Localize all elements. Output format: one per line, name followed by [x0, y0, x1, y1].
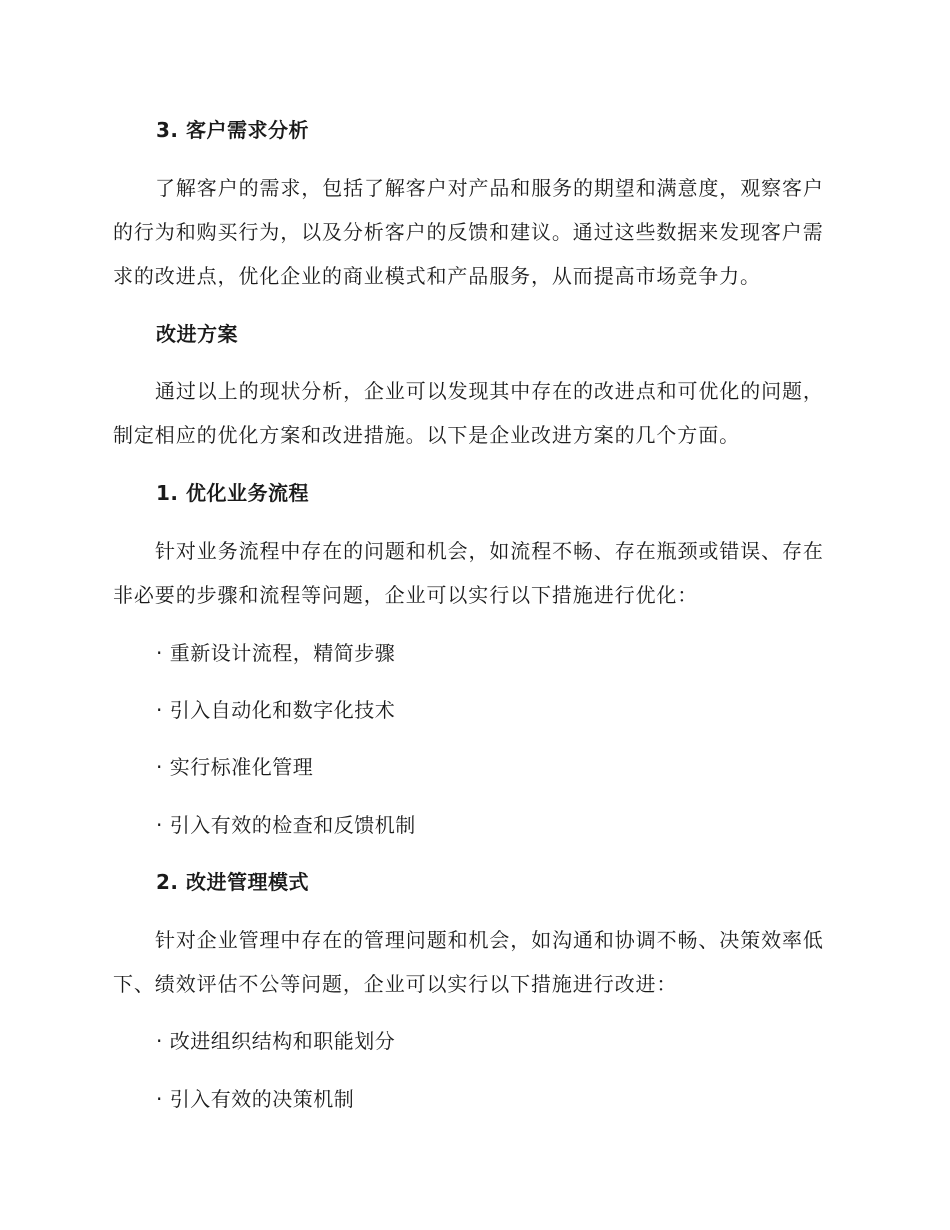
paragraph-optimize-process: 针对业务流程中存在的问题和机会，如流程不畅、存在瓶颈或错误、存在非必要的步骤和流程等问题，企业可以实行以下措施进行优化：	[113, 539, 824, 607]
bullet-item: · 改进组织结构和职能划分	[156, 1029, 396, 1053]
paragraph-improvement-plan: 通过以上的现状分析，企业可以发现其中存在的改进点和可优化的问题，制定相应的优化方案和改进措施。以下是企业改进方案的几个方面。	[113, 379, 824, 447]
section-heading-improvement-plan: 改进方案	[156, 322, 238, 346]
section-heading-customer-needs: 3. 客户需求分析	[156, 118, 309, 142]
bullet-item: · 重新设计流程，精简步骤	[156, 641, 396, 665]
bullet-item: · 实行标准化管理	[156, 755, 314, 779]
paragraph-customer-needs: 了解客户的需求，包括了解客户对产品和服务的期望和满意度，观察客户的行为和购买行为，以及分析客户的反馈和建议。通过这些数据来发现客户需求的改进点，优化企业的商业模式和产品服务，从而提高市场竞争力。	[113, 176, 824, 288]
bullet-item: · 引入有效的决策机制	[156, 1087, 355, 1111]
paragraph-management-mode: 针对企业管理中存在的管理问题和机会，如沟通和协调不畅、决策效率低下、绩效评估不公等问题，企业可以实行以下措施进行改进：	[113, 928, 824, 996]
bullet-item: · 引入有效的检查和反馈机制	[156, 813, 416, 837]
bullet-item: · 引入自动化和数字化技术	[156, 698, 396, 722]
section-heading-management-mode: 2. 改进管理模式	[156, 870, 309, 894]
section-heading-optimize-process: 1. 优化业务流程	[156, 481, 309, 505]
